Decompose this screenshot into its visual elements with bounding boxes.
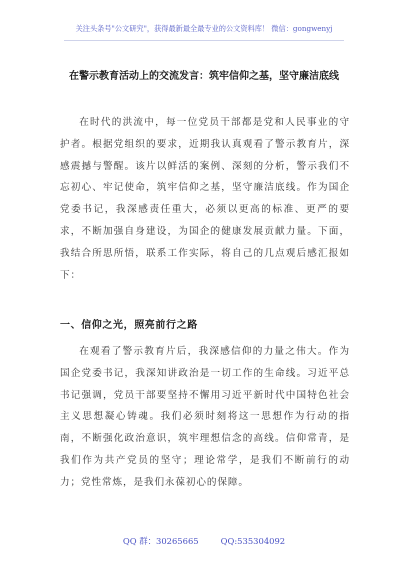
document-title: 在警示教育活动上的交流发言：筑牢信仰之基，坚守廉洁底线	[69, 71, 339, 82]
section-paragraph: 在观看了警示教育片后，我深感信仰的力量之伟大。作为国企党委书记，我深知讲政治是一切工作的生命线。习近平总书记强调，党员干部要坚持不懈用习近平新时代中国特色社会主义思想凝心铸魂。我们必须时刻将这一思想作为行动的指南，不断强化政治意识，筑牢理想信念的高线。信仰常青，是我们作为共产党员的坚守；理论常学，是我们不断前行的动力；党性常炼，是我们永葆初心的保障。	[60, 346, 350, 488]
footer-qq-group: QQ 群：30265665	[122, 536, 199, 546]
footer-contact	[0, 535, 408, 547]
header-banner: 关注头条号"公文研究"，获得最新最全最专业的公文资料库！ 微信：gongwenyj	[75, 24, 333, 33]
footer-qq-number: QQ:535304092	[220, 536, 286, 546]
header-divider	[64, 40, 344, 41]
section-heading: 一、信仰之光，照亮前行之路	[60, 320, 198, 331]
intro-paragraph: 在时代的洪流中，每一位党员干部都是党和人民事业的守护者。根据党组织的要求，近期我认真观看了警示教育片，深感震撼与警醒。该片以鲜活的案例、深刻的分析，警示我们不忘初心、牢记使命，筑牢信仰之基，坚守廉洁底线。作为国企党委书记，我深感责任重大，必须以更高的标准、更严的要求，不断加强自身建设，为国企的健康发展贡献力量。下面，我结合所思所悟，联系工作实际，将自己的几点观后感汇报如下：	[60, 117, 350, 281]
